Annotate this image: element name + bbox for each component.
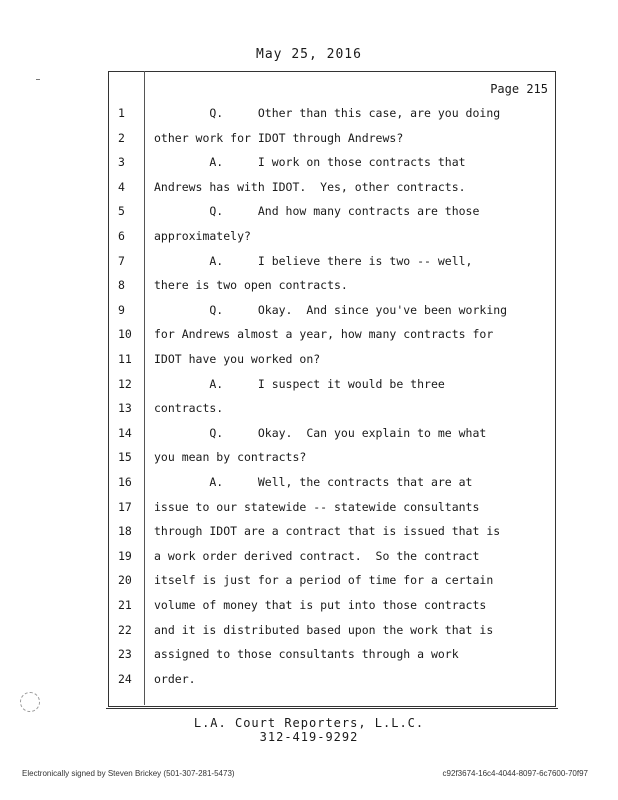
transcript-line [108, 298, 548, 322]
line-text: for Andrews almost a year, how many contracts for [154, 327, 494, 342]
transcript-line [108, 495, 548, 519]
line-number: 8 [118, 278, 125, 293]
transcript-line [108, 445, 548, 469]
line-number: 4 [118, 179, 125, 194]
line-number: 13 [118, 401, 132, 416]
line-text: contracts. [154, 401, 224, 416]
line-number: 24 [118, 671, 132, 686]
document-id: c92f3674-16c4-4044-8097-6c7600-70f97 [442, 769, 588, 778]
frame-bottom-rule [106, 708, 558, 709]
line-number: 1 [118, 106, 125, 120]
reporter-company: L.A. Court Reporters, L.L.C. [193, 716, 425, 730]
line-text: Q. Okay. And since you've been working [154, 302, 508, 317]
line-number: 9 [118, 302, 125, 317]
line-text: A. Well, the contracts that are at [154, 475, 473, 489]
line-text: itself is just for a period of time for a certain [154, 573, 494, 588]
transcript-line [108, 667, 548, 691]
transcript-line [108, 372, 548, 396]
line-number: 14 [118, 425, 132, 440]
line-text: Andrews has with IDOT. Yes, other contracts. [154, 179, 466, 194]
line-number: 19 [118, 548, 132, 563]
transcript-line [108, 568, 548, 592]
line-number: 16 [118, 475, 132, 489]
transcript-line [108, 519, 548, 543]
line-number: 23 [118, 647, 132, 662]
line-number: 21 [118, 598, 132, 612]
line-number: 10 [118, 327, 132, 342]
line-number: 12 [118, 376, 132, 391]
transcript-line [108, 396, 548, 420]
line-text: A. I work on those contracts that [154, 155, 466, 170]
line-text: assigned to those consultants through a work [154, 647, 459, 662]
transcript-line [108, 224, 548, 248]
line-number: 15 [118, 450, 132, 465]
transcript-line [108, 249, 548, 273]
transcript-line [108, 101, 548, 125]
line-text: you mean by contracts? [154, 450, 307, 465]
line-text: and it is distributed based upon the work that is [154, 622, 494, 637]
reporter-phone: 312-419-9292 [259, 730, 359, 744]
scan-mark [36, 79, 40, 80]
line-text: Q. Other than this case, are you doing [154, 106, 501, 120]
line-text: issue to our statewide -- statewide consultants [154, 499, 480, 514]
line-text: through IDOT are a contract that is issued that is [154, 524, 501, 539]
line-number: 18 [118, 524, 132, 539]
page-number: Page 215 [490, 82, 548, 96]
transcript-line [108, 150, 548, 174]
line-number: 17 [118, 499, 132, 514]
line-text: other work for IDOT through Andrews? [154, 130, 404, 145]
transcript-line [108, 470, 548, 494]
line-number: 11 [118, 352, 132, 366]
electronic-signature: Electronically signed by Steven Brickey (501-307-281-5473) [22, 769, 235, 778]
transcript-line [108, 322, 548, 346]
line-text: approximately? [154, 229, 251, 243]
line-number: 22 [118, 622, 132, 637]
line-text: A. I believe there is two -- well, [154, 253, 473, 268]
transcript-line [108, 273, 548, 297]
line-text: A. I suspect it would be three [154, 376, 445, 391]
line-number: 7 [118, 253, 125, 268]
transcript-line [108, 544, 548, 568]
transcript-line [108, 421, 548, 445]
transcript-line [108, 126, 548, 150]
transcript-line [108, 199, 548, 223]
line-text: volume of money that is put into those contracts [154, 598, 487, 612]
line-text: IDOT have you worked on? [154, 352, 321, 366]
line-text: order. [154, 671, 196, 686]
line-text: there is two open contracts. [154, 278, 348, 293]
line-text: Q. Okay. Can you explain to me what [154, 425, 487, 440]
punch-hole [20, 692, 40, 712]
line-number: 5 [118, 204, 125, 219]
line-number: 3 [118, 155, 125, 170]
transcript-line [108, 347, 548, 371]
line-number: 20 [118, 573, 132, 588]
page-date: May 25, 2016 [256, 47, 362, 62]
transcript-line [108, 642, 548, 666]
line-text: a work order derived contract. So the contract [154, 548, 480, 563]
line-number: 6 [118, 229, 125, 243]
line-text: Q. And how many contracts are those [154, 204, 480, 219]
transcript-line [108, 618, 548, 642]
transcript-line [108, 175, 548, 199]
transcript-line [108, 593, 548, 617]
line-number: 2 [118, 130, 125, 145]
